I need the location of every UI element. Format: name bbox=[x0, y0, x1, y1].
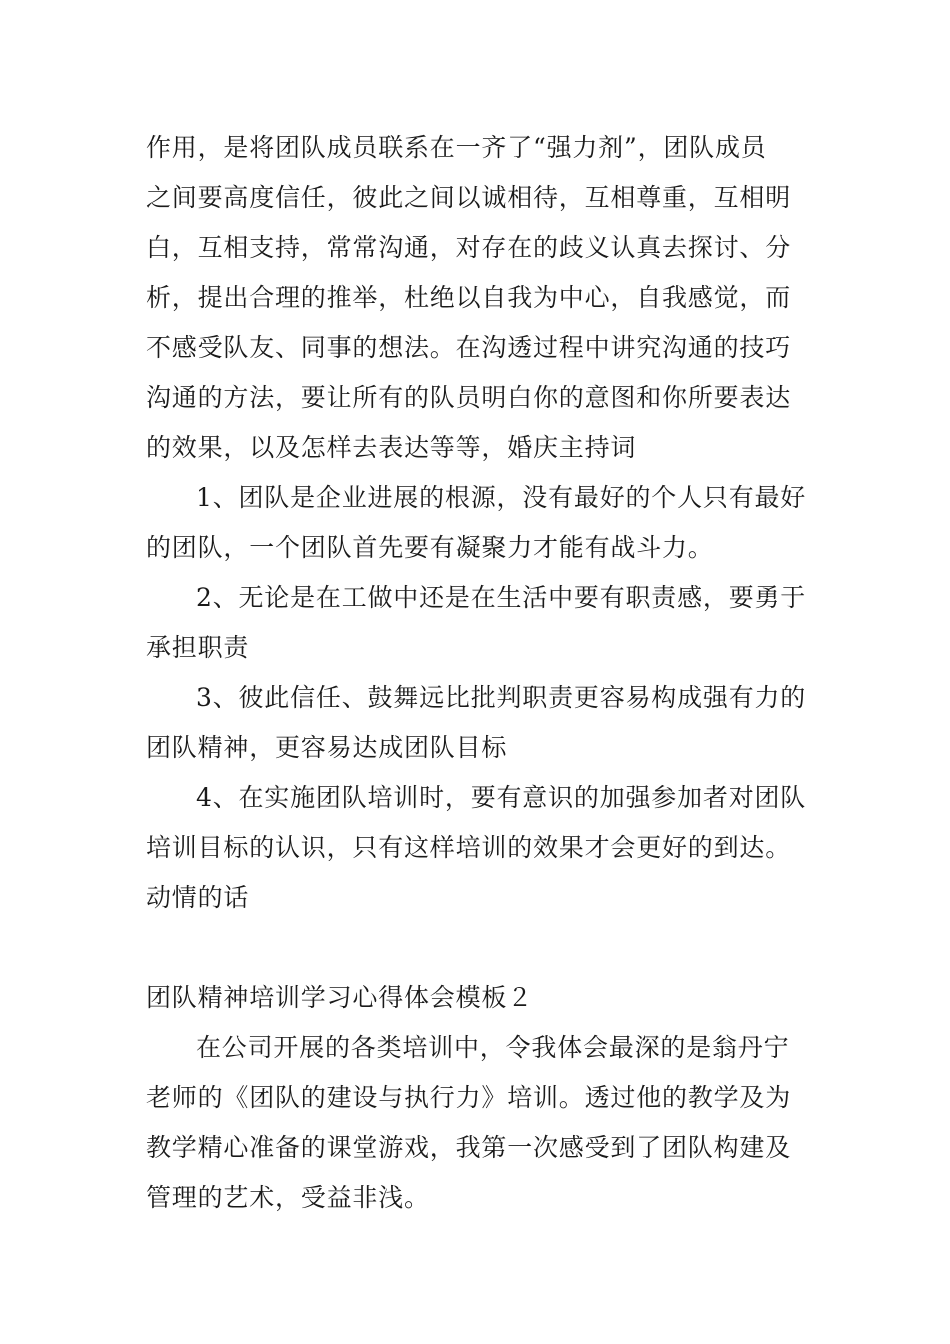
paragraph-line: 老师的《团队的建设与执行力》培训。透过他的教学及为 bbox=[146, 1083, 792, 1112]
paragraph-line: 析，提出合理的推举，杜绝以自我为中心，自我感觉，而 bbox=[146, 283, 792, 312]
paragraph-line: 不感受队友、同事的想法。在沟透过程中讲究沟通的技巧 bbox=[146, 333, 792, 362]
list-item-1-line: 1、团队是企业进展的根源，没有最好的个人只有最好 bbox=[196, 483, 807, 512]
paragraph-line: 管理的艺术，受益非浅。 bbox=[146, 1183, 430, 1212]
paragraph-line: 沟通的方法，要让所有的队员明白你的意图和你所要表达 bbox=[146, 383, 792, 412]
section-heading: 团队精神培训学习心得体会模板２ bbox=[146, 983, 534, 1012]
paragraph-line: 在公司开展的各类培训中，令我体会最深的是翁丹宁 bbox=[196, 1033, 790, 1062]
paragraph-line: 教学精心准备的课堂游戏，我第一次感受到了团队构建及 bbox=[146, 1133, 792, 1162]
paragraph-line: 的效果，以及怎样去表达等等，婚庆主持词 bbox=[146, 433, 637, 462]
list-item-4-line: 4、在实施团队培训时，要有意识的加强参加者对团队 bbox=[196, 783, 807, 812]
paragraph-line: 白，互相支持，常常沟通，对存在的歧义认真去探讨、分 bbox=[146, 233, 792, 262]
list-item-1-line: 的团队，一个团队首先要有凝聚力才能有战斗力。 bbox=[146, 533, 714, 562]
paragraph-line: 作用，是将团队成员联系在一齐了“强力剂”，团队成员 bbox=[146, 133, 767, 162]
list-item-3-line: 3、彼此信任、鼓舞远比批判职责更容易构成强有力的 bbox=[196, 683, 807, 712]
paragraph-line: 之间要高度信任，彼此之间以诚相待，互相尊重，互相明 bbox=[146, 183, 792, 212]
list-item-3-line: 团队精神，更容易达成团队目标 bbox=[146, 733, 508, 762]
list-item-2-line: 承担职责 bbox=[146, 633, 250, 662]
list-item-4-line: 培训目标的认识，只有这样培训的效果才会更好的到达。 bbox=[146, 833, 792, 862]
list-item-4-line: 动情的话 bbox=[146, 883, 250, 912]
list-item-2-line: 2、无论是在工做中还是在生活中要有职责感，要勇于 bbox=[196, 583, 807, 612]
